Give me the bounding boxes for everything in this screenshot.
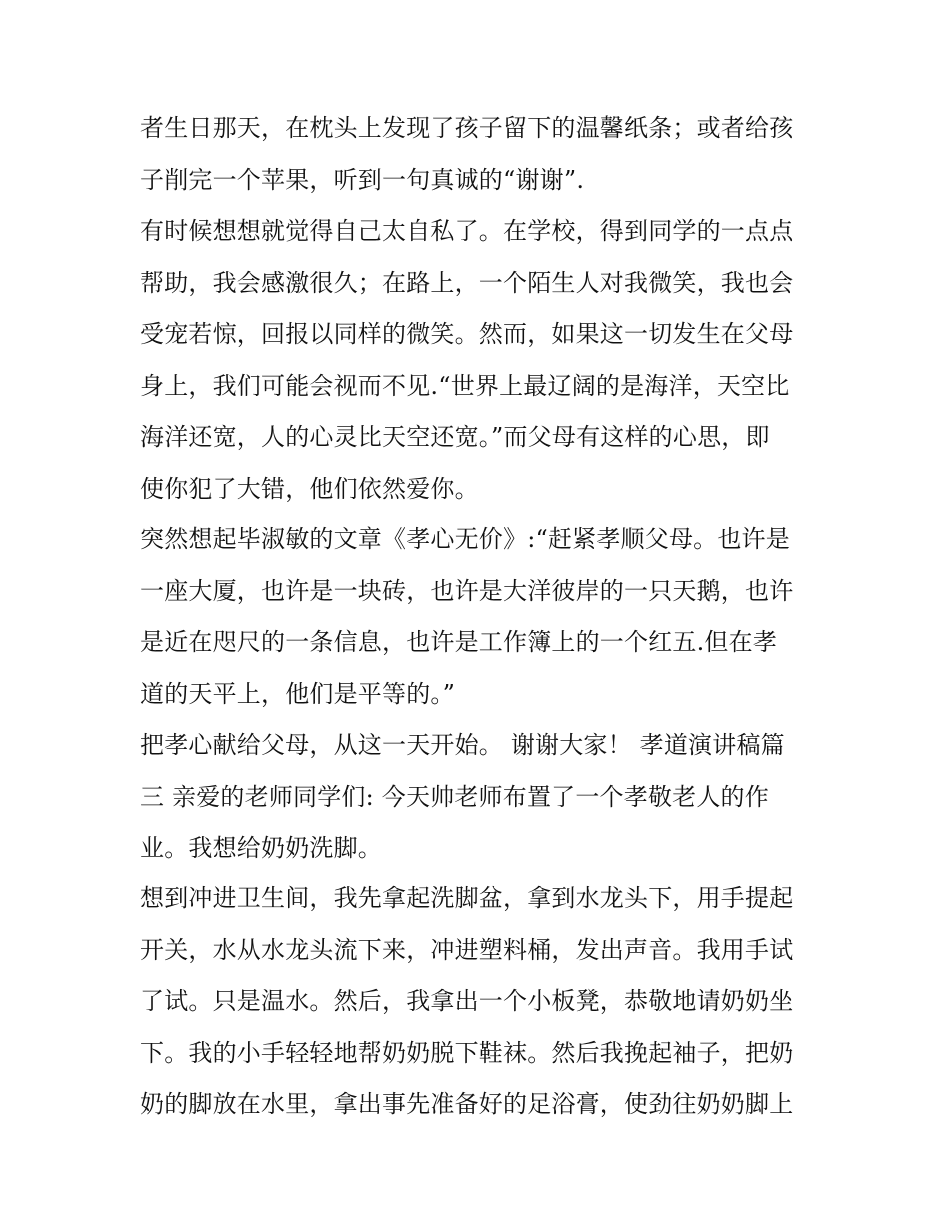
text-line: 想到冲进卫生间，我先拿起洗脚盆，拿到水龙头下，用手提起 — [140, 884, 794, 912]
text-line: 帮助，我会感激很久；在路上，一个陌生人对我微笑，我也会 — [140, 269, 794, 297]
text-line: 道的天平上，他们是平等的。” — [140, 680, 456, 708]
text-line: 者生日那天，在枕头上发现了孩子留下的温馨纸条；或者给孩 — [140, 114, 794, 142]
text-line: 有时候想想就觉得自己太自私了。在学校，得到同学的一点点 — [140, 217, 794, 245]
text-line: 了试。只是温水。然后，我拿出一个小板凳，恭敬地请奶奶坐 — [140, 987, 794, 1015]
text-line: 下。我的小手轻轻地帮奶奶脱下鞋袜。然后我挽起袖子，把奶 — [140, 1039, 794, 1067]
text-line: 使你犯了大错，他们依然爱你。 — [140, 475, 479, 503]
text-line: 三 亲爱的老师同学们: 今天帅老师布置了一个孝敬老人的作 — [140, 783, 769, 811]
text-line: 一座大厦，也许是一块砖，也许是大洋彼岸的一只天鹅，也许 — [140, 577, 794, 605]
text-line: 是近在咫尺的一条信息，也许是工作簿上的一个红五.但在孝 — [140, 628, 778, 656]
text-line: 业。我想给奶奶洗脚。 — [140, 834, 382, 862]
text-line: 开关，水从水龙头流下来，冲进塑料桶，发出声音。我用手试 — [140, 936, 794, 964]
text-line: 身上，我们可能会视而不见.“世界上最辽阔的是海洋，天空比 — [140, 372, 790, 400]
text-line: 把孝心献给父母，从这一天开始。 谢谢大家！ 孝道演讲稿篇 — [140, 731, 785, 759]
text-line: 奶的脚放在水里，拿出事先准备好的足浴膏，使劲往奶奶脚上 — [140, 1090, 794, 1118]
text-line: 海洋还宽，人的心灵比天空还宽。”而父母有这样的心思，即 — [140, 423, 770, 451]
text-line: 受宠若惊，回报以同样的微笑。然而，如果这一切发生在父母 — [140, 320, 794, 348]
text-line: 子削完一个苹果，听到一句真诚的“谢谢”. — [140, 166, 585, 194]
text-line: 突然想起毕淑敏的文章《孝心无价》:“赶紧孝顺父母。也许是 — [140, 525, 790, 553]
